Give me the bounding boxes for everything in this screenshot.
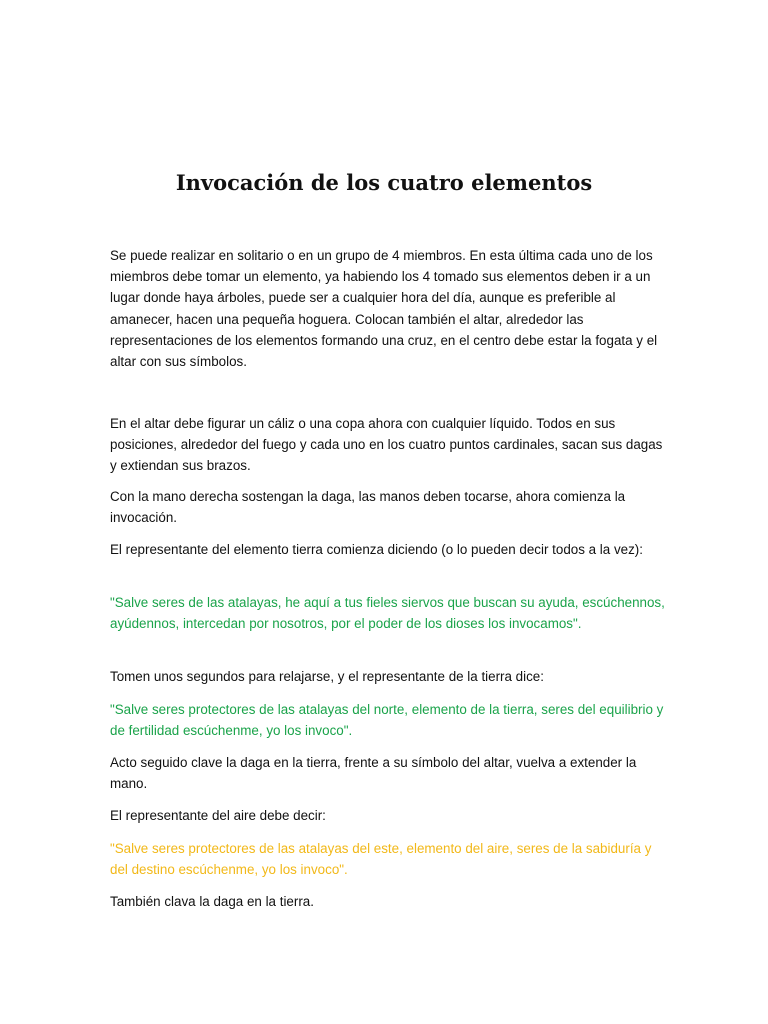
paragraph-clave-daga: Acto seguido clave la daga en la tierra, frente a su símbolo del altar, vuelva a extender la mano. xyxy=(110,755,637,792)
paragraph-representante-aire: El representante del aire debe decir: xyxy=(110,808,326,823)
paragraph-mano-derecha: Con la mano derecha sostengan la daga, las manos deben tocarse, ahora comienza la invocación. xyxy=(110,489,626,526)
paragraph-representante-tierra: El representante del elemento tierra comienza diciendo (o lo pueden decir todos a la vez): xyxy=(110,542,643,557)
paragraph-relajarse: Tomen unos segundos para relajarse, y el representante de la tierra dice: xyxy=(110,669,544,684)
quote-invocacion-aire: "Salve seres protectores de las atalayas del este, elemento del aire, seres de la sabiduría y del destino escúchenme, yo los invoco". xyxy=(110,841,652,878)
paragraph-clava-daga: También clava la daga en la tierra. xyxy=(110,894,314,909)
page-title: Invocación de los cuatro elementos xyxy=(175,170,593,195)
paragraph-intro: Se puede realizar en solitario o en un grupo de 4 miembros. En esta última cada uno de los miembros debe tomar un elemento, ya habiendo los 4 tomado sus elementos deben ir a un lugar donde haya árboles, puede ser a cualquier hora del día, aunque es preferible al amanecer, hacen una pequeña hoguera. Colocan también el altar, alrededor las representaciones de los elementos formando una cruz, en el centro debe estar la fogata y el altar con sus símbolos. xyxy=(110,248,658,370)
quote-invocacion-general: "Salve seres de las atalayas, he aquí a tus fieles siervos que buscan su ayuda, escúchennos, ayúdennos, intercedan por nosotros, por el poder de los dioses los invocamos". xyxy=(110,595,665,632)
paragraph-altar: En el altar debe figurar un cáliz o una copa ahora con cualquier líquido. Todos en sus posiciones, alrededor del fuego y cada uno en los cuatro puntos cardinales, sacan sus dagas y extiendan sus brazos. xyxy=(110,416,663,474)
quote-invocacion-tierra: "Salve seres protectores de las atalayas del norte, elemento de la tierra, seres del equilibrio y de fertilidad escúchenme, yo los invoco". xyxy=(110,702,664,739)
